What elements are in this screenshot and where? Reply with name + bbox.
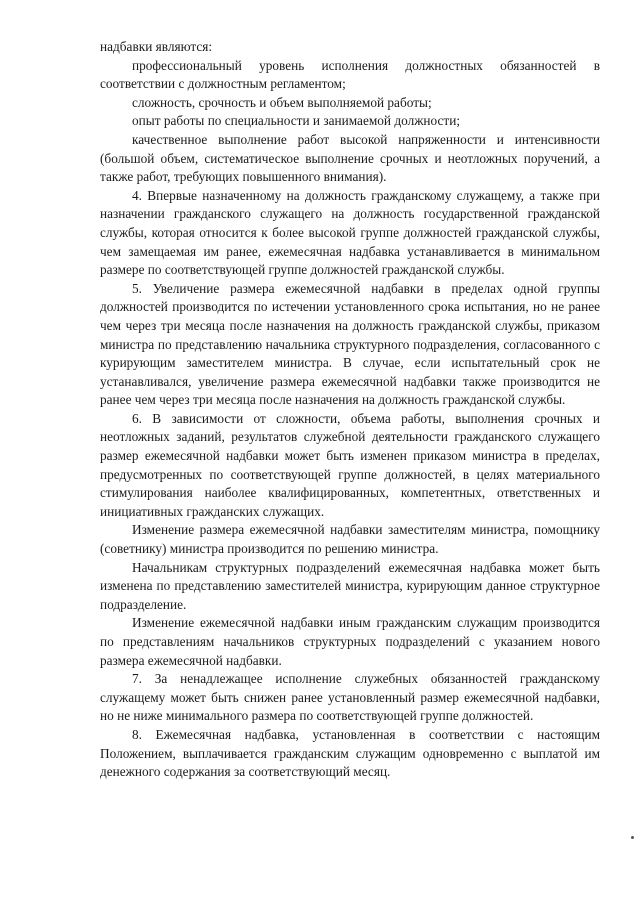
paragraph-criterion-complexity: сложность, срочность и объем выполняемой работы; <box>132 94 432 110</box>
paragraph-item-4: 4. Впервые назначенному на должность гражданскому служащему, а также при назначении гражданского служащего на должность государственной гражданской службы, которая относится к более высокой группе должностей гражданской службы, чем замещаемая им ранее, ежемесячная надбавка устанавливается в минимальном размере по соответствующей группе должностей гражданской службы. <box>100 187 600 278</box>
paragraph-criterion-experience: опыт работы по специальности и занимаемой должности; <box>132 113 461 129</box>
paragraph-item-6: 6. В зависимости от сложности, объема работы, выполнения срочных и неотложных заданий, результатов служебной деятельности гражданского служащего размер ежемесячной надбавки может быть изменен приказом министра в пределах, предусмотренных по соответствующей группе должностей, в целях материального стимулирования наиболее квалифицированных, компетентных, ответственных и инициативных гражданских служащих. <box>100 410 600 519</box>
paragraph-criterion-professional-level: профессиональный уровень исполнения должностных обязанностей в соответствии с должностным регламентом; <box>100 57 600 92</box>
document-body <box>100 38 600 782</box>
paragraph-heads-of-units: Начальникам структурных подразделений ежемесячная надбавка может быть изменена по представлению заместителей министра, курирующим данное структурное подразделение. <box>100 559 600 612</box>
paragraph-intro: надбавки являются: <box>100 39 213 54</box>
paragraph-criterion-quality: качественное выполнение работ высокой напряженности и интенсивности (большой объем, систематическое выполнение срочных и неотложных поручений, а также работ, требующих повышенного внимания). <box>100 131 600 185</box>
paragraph-item-8: 8. Ежемесячная надбавка, установленная в соответствии с настоящим Положением, выплачивается гражданским служащим одновременно с выплатой им денежного содержания за соответствующий месяц. <box>100 726 600 780</box>
paragraph-item-7: 7. За ненадлежащее исполнение служебных обязанностей гражданскому служащему может быть снижен ранее установленный размер ежемесячной надбавки, но не ниже минимального размера по соответствующей группе должностей. <box>100 671 600 724</box>
scan-speck <box>631 836 634 839</box>
paragraph-deputies: Изменение размера ежемесячной надбавки заместителям министра, помощнику (советнику) министра производится по решению министра. <box>100 522 600 557</box>
paragraph-item-5: 5. Увеличение размера ежемесячной надбавки в пределах одной группы должностей производится по истечении установленного срока испытания, но не ранее чем через три месяца после назначения на должность гражданской службы, приказом министра по представлению начальника структурного подразделения, согласованного с курирующим заместителем министра. В случае, если испытательный срок не устанавливался, увеличение размера ежемесячной надбавки также производится не ранее чем через три месяца после назначения на должность гражданской службы. <box>100 280 600 408</box>
paragraph-other-employees: Изменение ежемесячной надбавки иным гражданским служащим производится по представлениям начальников структурных подразделений с указанием нового размера ежемесячной надбавки. <box>100 615 600 668</box>
